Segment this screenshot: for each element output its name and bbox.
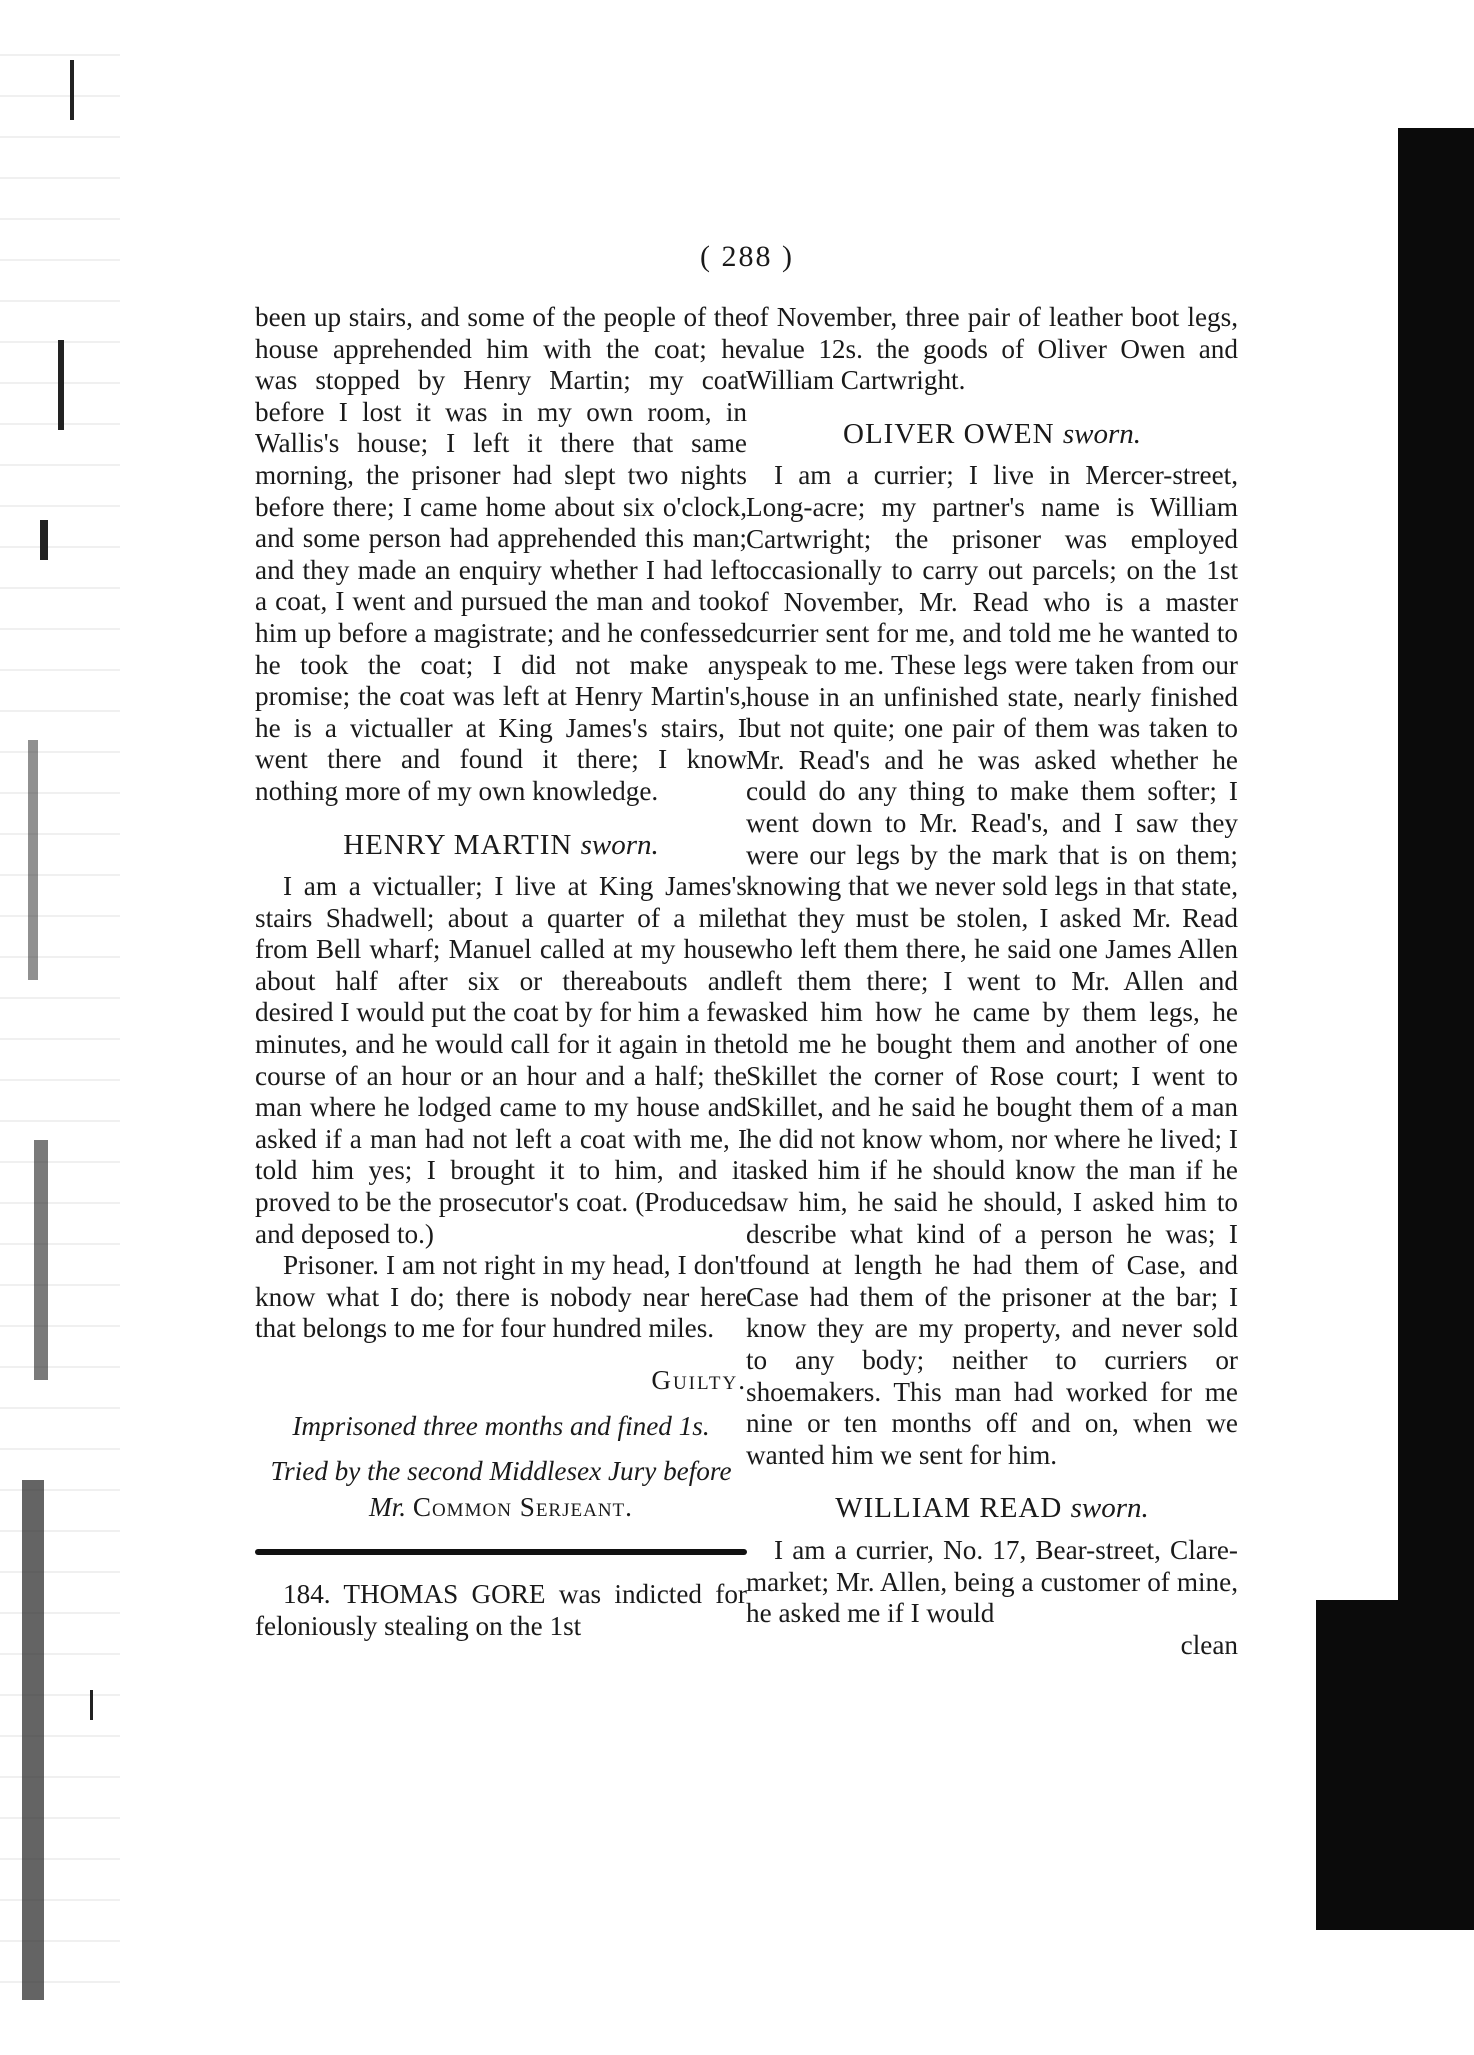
right-paragraph-1: of November, three pair of leather boot legs, value 12s. the goods of Oliver Owen and William Cartwright. (746, 302, 1238, 396)
verdict: Guilty. (651, 1365, 747, 1395)
witness-name: WILLIAM READ (835, 1492, 1063, 1525)
witness-heading-oliver-owen (746, 419, 1238, 451)
mr-prefix: Mr. (369, 1491, 407, 1522)
left-column (255, 302, 747, 1643)
left-paragraph-1: been up stairs, and some of the people of the house apprehended him with the coat; he was stopped by Henry Martin; my coat before I lost it was in my own room, in Wallis's house; I left it there that same morning, the prisoner had slept two nights before there; I came home about six o'clock, and some person had apprehended this man; and they made an enquiry whether I had left a coat, I went and pursued the man and took him up before a magistrate; and he confessed he took the coat; I did not make any promise; the coat was left at Henry Martin's, he is a victualler at King James's stairs, I went there and found it there; I know nothing more of my own knowledge. (255, 302, 747, 806)
case-184-intro: 184. THOMAS GORE was indicted for feloniously stealing on the 1st (255, 1579, 747, 1641)
witness-heading-henry-martin (255, 830, 747, 862)
prisoner-statement: Prisoner. I am not right in my head, I don't know what I do; there is nobody near here that belongs to me for four hundred miles. (255, 1250, 747, 1344)
tried-by-line-2 (255, 1492, 747, 1524)
witness-name: HENRY MARTIN (343, 828, 573, 861)
sworn-label: sworn. (1070, 1492, 1149, 1525)
right-column (746, 302, 1238, 1661)
sentence: Imprisoned three months and fined 1s. (292, 1410, 710, 1441)
judge-title: Common Serjeant. (412, 1491, 633, 1522)
scan-left-margin-noise (0, 40, 120, 2000)
sworn-label: sworn. (580, 828, 659, 861)
left-paragraph-2: I am a victualler; I live at King James's stairs Shadwell; about a quarter of a mile from Bell wharf; Manuel called at my house about half after six or thereabouts and desired I would put the coat by for him a few minutes, and he would call for it again in the course of an hour or an hour and a half; the man where he lodged came to my house and asked if a man had not left a coat with me, I told him yes; I brought it to him, and it proved to be the prosecutor's coat. (Produced and deposed to.) (255, 871, 747, 1249)
section-divider-rule (255, 1549, 747, 1555)
right-paragraph-2: I am a currier; I live in Mercer-street, Long-acre; my partner's name is William Cartwright; the prisoner was employed occasionally to carry out parcels; on the 1st of November, Mr. Read who is a master currier sent for me, and told me he wanted to speak to me. These legs were taken from our house in an unfinished state, nearly finished but not quite; one pair of them was taken to Mr. Read's and he was asked whether he could do any thing to make them softer; I went down to Mr. Read's, and I saw they were our legs by the mark that is on them; knowing that we never sold legs in that state, that they must be stolen, I asked Mr. Read who left them there, he said one James Allen left them there; I went to Mr. Allen and asked him how he came by them legs, he told me he bought them and another of one Skillet the corner of Rose court; I went to Skillet, and he said he bought them of a man he did not know whom, nor where he lived; I asked him if he should know the man if he saw him, he said he should, I asked him to describe what kind of a person he was; I found at length he had them of Case, and Case had them of the prisoner at the bar; I know they are my property, and never sold to any body; neither to curriers or shoemakers. This man had worked for me nine or ten months off and on, when we wanted him we sent for him. (746, 460, 1238, 1470)
page-number: ( 288 ) (700, 240, 794, 273)
tried-by-line-1: Tried by the second Middlesex Jury before (270, 1456, 732, 1487)
scan-right-dark-edge-lower (1316, 1600, 1474, 1930)
witness-heading-william-read (746, 1493, 1238, 1525)
catchword: clean (1180, 1629, 1238, 1660)
sworn-label: sworn. (1062, 417, 1141, 450)
witness-name: OLIVER OWEN (843, 417, 1055, 450)
right-paragraph-3: I am a currier, No. 17, Bear-street, Clare-market; Mr. Allen, being a customer of mine, he asked me if I would (746, 1534, 1238, 1629)
